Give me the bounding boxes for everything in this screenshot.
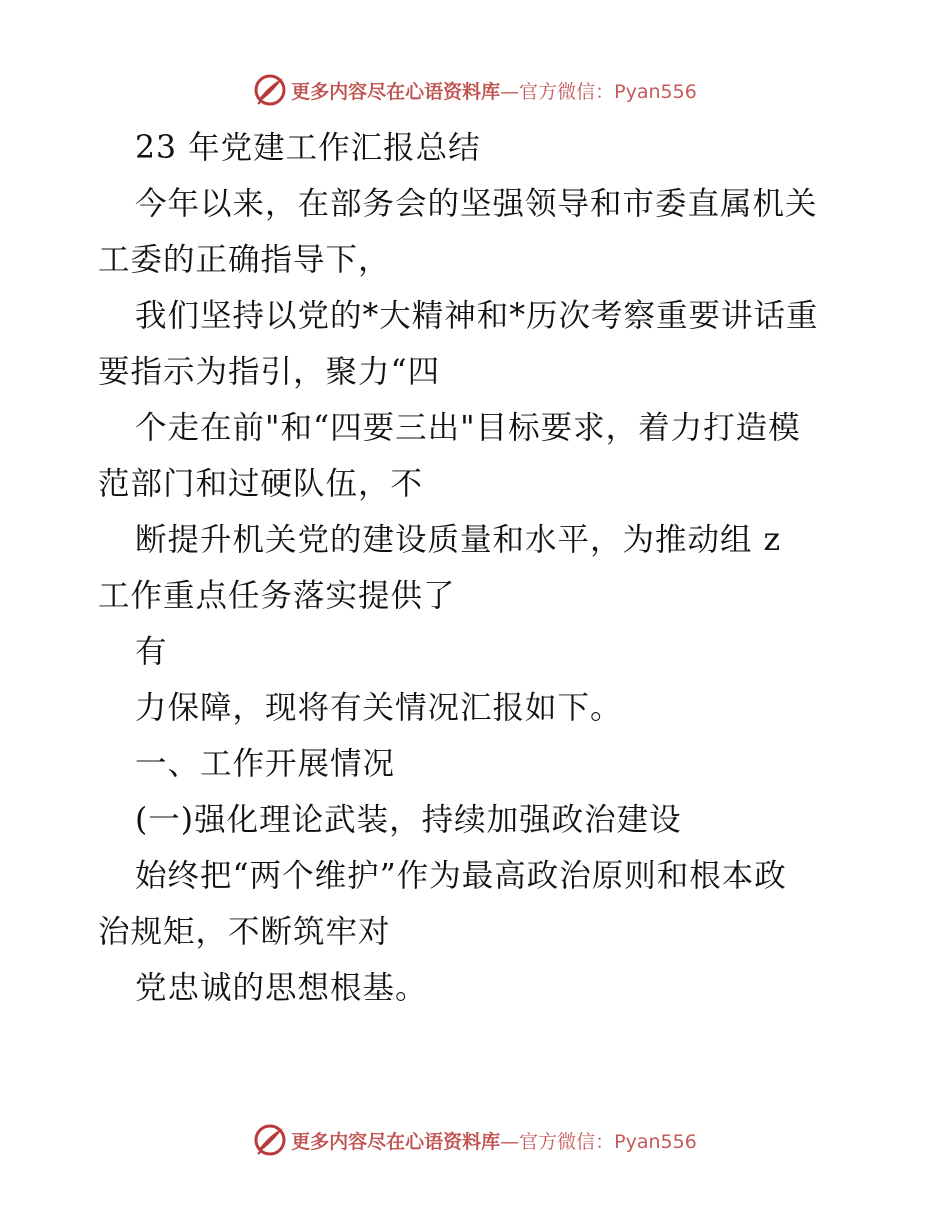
quill-pen-logo-icon: [253, 1123, 287, 1157]
paragraph-line: 我们坚持以党的*大精神和*历次考察重要讲话重: [135, 298, 819, 334]
banner-brand-text: 更多内容尽在心语资料库: [291, 1130, 501, 1153]
document-body: [98, 120, 858, 1016]
paragraph-line: 今年以来，在部务会的坚强领导和市委直属机关: [135, 186, 818, 222]
quill-pen-logo-icon: [253, 73, 287, 107]
paragraph-line: 党忠诚的思想根基。: [135, 970, 428, 1006]
section-heading: 一、工作开展情况: [135, 746, 396, 782]
paragraph-line: 范部门和过硬队伍，不: [98, 466, 424, 502]
paragraph-line: 治规矩，不断筑牢对: [98, 914, 391, 950]
paragraph-line: 断提升机关党的建设质量和水平，为推动组 z: [135, 522, 782, 558]
banner-contact-text: 官方微信：Pyan556: [519, 1130, 697, 1153]
footer-banner: [0, 1120, 950, 1160]
paragraph-line: 个走在前"和“四要三出"目标要求，着力打造模: [135, 410, 801, 446]
paragraph-line: 要指示为指引，聚力“四: [98, 354, 441, 390]
banner-brand-text: 更多内容尽在心语资料库: [291, 80, 501, 103]
paragraph-line: 力保障，现将有关情况汇报如下。: [135, 690, 623, 726]
paragraph-line: 始终把“两个维护”作为最高政治原则和根本政: [135, 858, 787, 894]
banner-contact-text: 官方微信：Pyan556: [519, 80, 697, 103]
paragraph-line: 工委的正确指导下，: [98, 242, 391, 278]
paragraph-line: 有: [135, 634, 168, 670]
banner-text: [291, 77, 697, 104]
banner-text: [291, 1127, 697, 1154]
document-title: 23 年党建工作汇报总结: [135, 130, 481, 166]
subsection-heading: (一)强化理论武装，持续加强政治建设: [135, 802, 682, 838]
banner-separator: —: [500, 1130, 520, 1153]
paragraph-line: 工作重点任务落实提供了: [98, 578, 456, 614]
header-banner: [0, 70, 950, 110]
banner-separator: —: [500, 80, 520, 103]
